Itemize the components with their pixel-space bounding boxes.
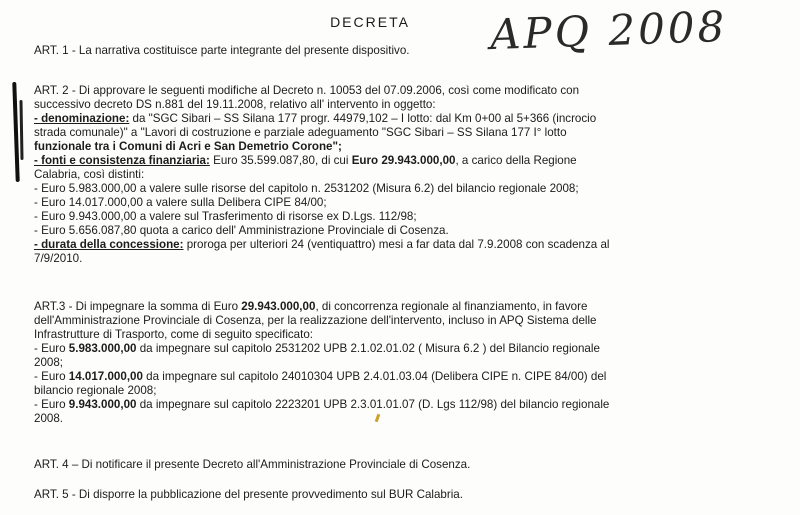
fonti-label: - fonti e consistenza finanziaria: — [34, 154, 210, 167]
funding-item-4: - Euro 5.656.087,80 quota a carico dell' Amministrazione Provinciale di Cosenza. — [34, 224, 449, 237]
article-2-label: ART. 2 — [34, 84, 69, 97]
durata-label: - durata della concessione: — [34, 238, 184, 251]
article-4: ART. 4 – Di notificare il presente Decreto all'Amministrazione Provinciale di Cosenza. — [34, 458, 471, 471]
commitment-item-2: - Euro 14.017.000,00 da impegnare sul capitolo 24010304 UPB 2.4.01.03.04 (Delibera CIPE n. CIPE 84/00) del — [34, 370, 607, 383]
commitment-item-3-cont: 2008. — [34, 412, 64, 425]
funding-item-1: - Euro 5.983.000,00 a valere sulle risorse del capitolo n. 2531202 (Misura 6.2) del bilancio regionale 2008; — [34, 182, 579, 195]
funding-item-2: - Euro 14.017.000,00 a valere sulla Delibera CIPE 84/00; — [34, 196, 327, 209]
commitment-item-2-cont: bilancio regionale 2008; — [34, 384, 157, 397]
margin-mark-secondary — [19, 100, 23, 160]
article-5: ART. 5 - Di disporre la pubblicazione del presente provvedimento sul BUR Calabria. — [34, 488, 463, 501]
article-2-line-4: strada comunale)" a "Lavori di costruzione e parziale adeguamento "SGC Sibari – SS Silana 177 I° lotto — [34, 126, 567, 139]
article-2-line-5: funzionale tra i Comuni di Acri e San Demetrio Corone"; — [34, 140, 342, 153]
article-2-line-1: ART. 2 - Di approvare le seguenti modifiche al Decreto n. 10053 del 07.09.2006, così come modificato con — [34, 84, 580, 97]
article-4-label: ART. 4 — [34, 458, 69, 471]
article-3-line-3: Infrastrutture di Trasporto, come di seguito specificato: — [34, 328, 314, 341]
article-3-line-1: ART.3 - Di impegnare la somma di Euro 29.943.000,00, di concorrenza regionale al finanziamento, in favore — [34, 300, 588, 313]
article-3-line-2: dell'Amministrazione Provinciale di Cosenza, per la realizzazione dell'intervento, incluso in APQ Sistema delle — [34, 314, 597, 327]
funding-item-3: - Euro 9.943.000,00 a valere sul Trasferimento di risorse ex D.Lgs. 112/98; — [34, 210, 417, 223]
handwritten-annotation: APQ 2008 — [489, 1, 729, 60]
article-1-text: - La narrativa costituisce parte integrante del presente dispositivo. — [68, 44, 410, 57]
article-2-line-13: 7/9/2010. — [34, 252, 83, 265]
commitment-item-1: - Euro 5.983.000,00 da impegnare sul capitolo 2531202 UPB 2.1.02.01.02 ( Misura 6.2 ) del Bilancio regionale — [34, 342, 600, 355]
article-3-label: ART.3 — [34, 300, 66, 313]
margin-mark — [12, 82, 19, 182]
article-1-label: ART. 1 — [34, 44, 69, 57]
article-5-label: ART. 5 — [34, 488, 69, 501]
page-title: DECRETA — [330, 14, 410, 30]
commitment-item-3: - Euro 9.943.000,00 da impegnare sul capitolo 2223201 UPB 2.3.01.01.07 (D. Lgs 112/98) del bilancio regionale — [34, 398, 610, 411]
article-2-durata: - durata della concessione: proroga per ulteriori 24 (ventiquattro) mesi a far data dal 7.9.2008 con scadenza al — [34, 238, 610, 251]
article-1 — [34, 44, 774, 58]
article-2-denominazione: - denominazione: da "SGC Sibari – SS Silana 177 progr. 44979,102 – I lotto: dal Km 0+00 al 5+366 (incrocio — [34, 112, 597, 125]
article-2-line-2: successivo decreto DS n.881 del 19.11.2008, relativo all' intervento in oggetto: — [34, 98, 436, 111]
denominazione-label: - denominazione: — [34, 112, 130, 125]
commitment-item-1-cont: 2008; — [34, 356, 64, 369]
article-2-fonti: - fonti e consistenza finanziaria: Euro 35.599.087,80, di cui Euro 29.943.000,00, a carico della Regione — [34, 154, 577, 167]
article-2-line-7: Calabria, così distinti: — [34, 168, 145, 181]
